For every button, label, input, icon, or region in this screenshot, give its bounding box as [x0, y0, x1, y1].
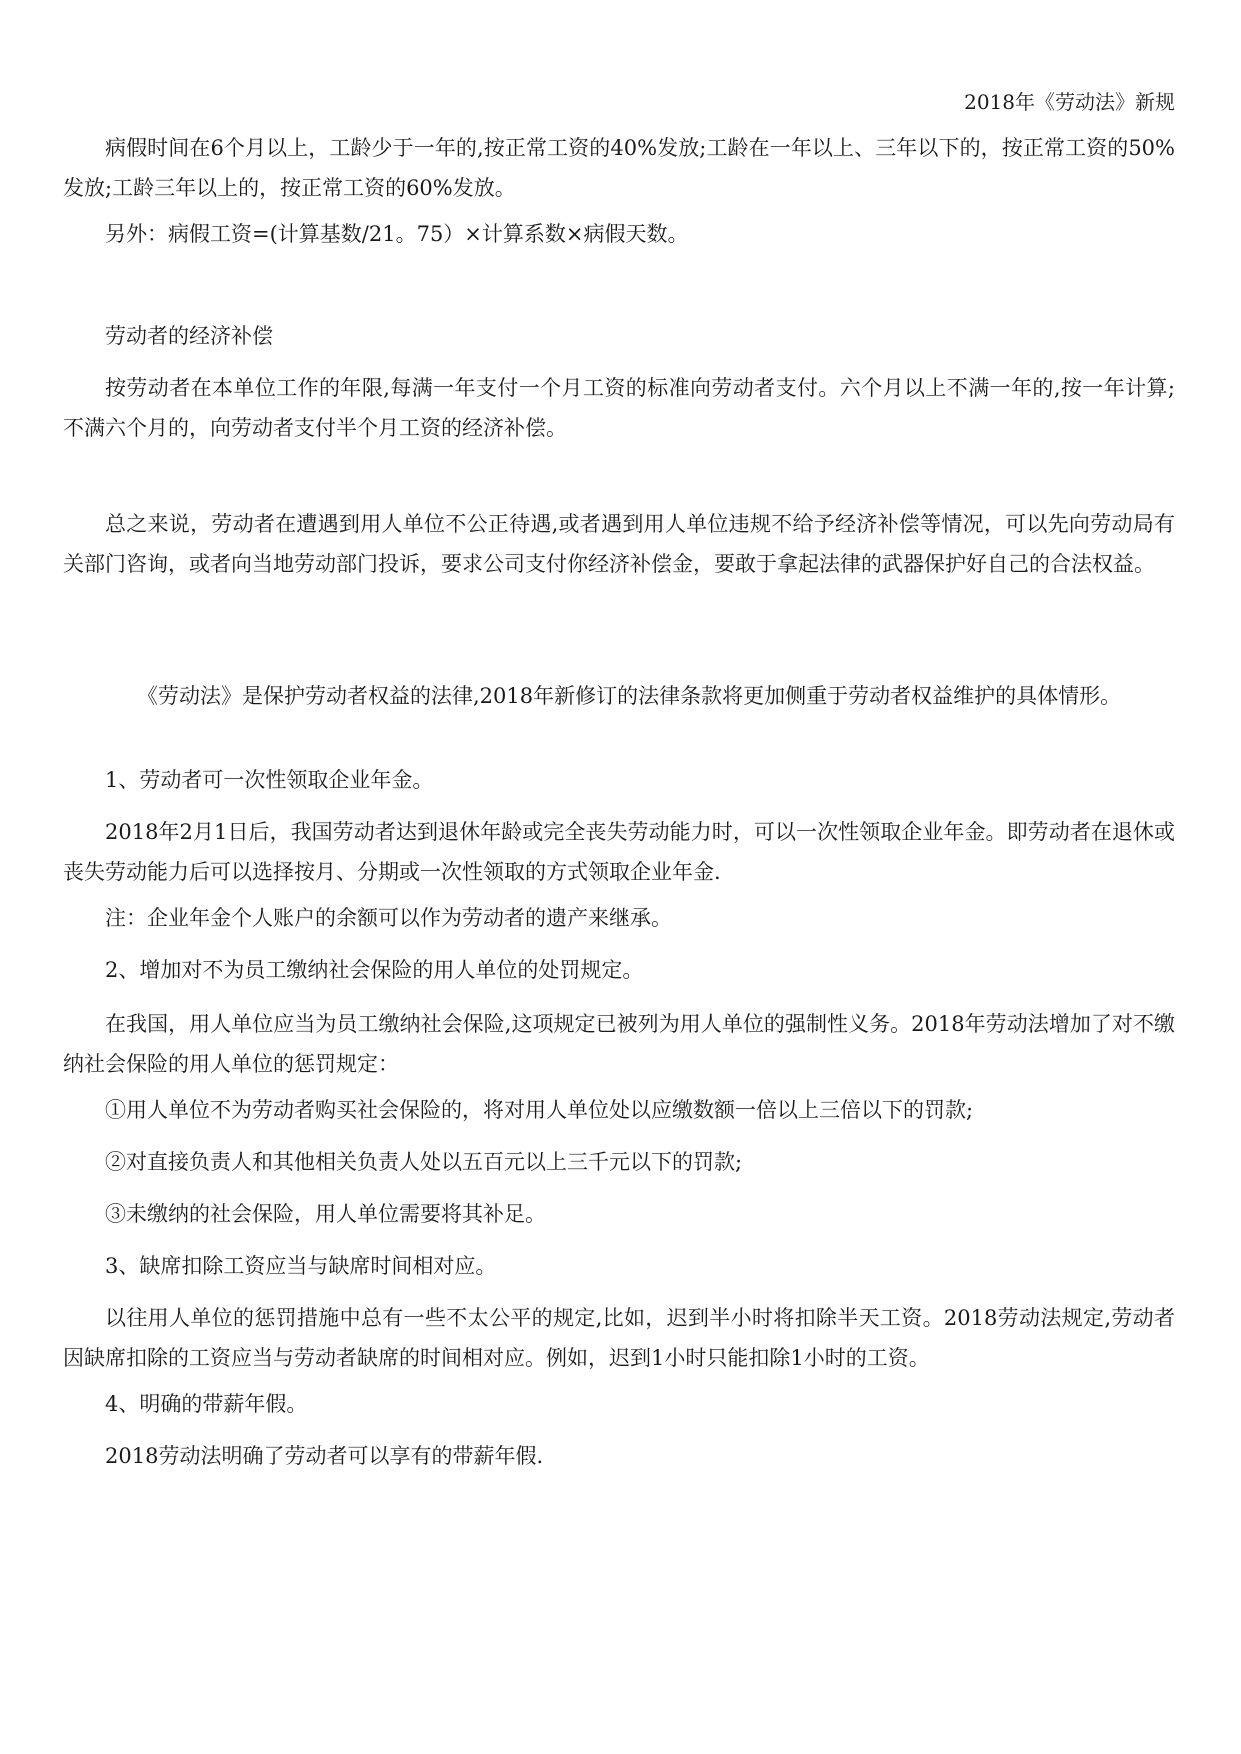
paragraph-social-insurance: 在我国，用人单位应当为员工缴纳社会保险,这项规定已被列为用人单位的强制性义务。2018年劳动法增加了对不缴纳社会保险的用人单位的惩罚规定： — [63, 1012, 1175, 1076]
section-heading-compensation: 劳动者的经济补偿 — [105, 324, 273, 348]
penalty-item-1: ①用人单位不为劳动者购买社会保险的，将对用人单位处以应缴数额一倍以上三倍以下的罚款; — [105, 1098, 974, 1122]
penalty-item-3: ③未缴纳的社会保险，用人单位需要将其补足。 — [105, 1202, 546, 1226]
list-heading-3: 3、缺席扣除工资应当与缺席时间相对应。 — [105, 1254, 497, 1278]
paragraph-paid-leave: 2018劳动法明确了劳动者可以享有的带薪年假. — [105, 1444, 544, 1468]
paragraph-law-intro: 《劳动法》是保护劳动者权益的法律,2018年新修订的法律条款将更加侧重于劳动者权益维护的具体情形。 — [137, 684, 1122, 708]
running-header: 2018年《劳动法》新规 — [964, 90, 1175, 114]
paragraph-annuity-note: 注：企业年金个人账户的余额可以作为劳动者的遗产来继承。 — [105, 906, 672, 930]
penalty-item-2: ②对直接负责人和其他相关负责人处以五百元以上三千元以下的罚款; — [105, 1150, 743, 1174]
list-heading-4: 4、明确的带薪年假。 — [105, 1392, 308, 1416]
paragraph-annuity: 2018年2月1日后，我国劳动者达到退休年龄或完全丧失劳动能力时，可以一次性领取企业年金。即劳动者在退休或丧失劳动能力后可以选择按月、分期或一次性领取的方式领取企业年金. — [63, 820, 1175, 884]
paragraph-compensation-rule: 按劳动者在本单位工作的年限,每满一年支付一个月工资的标准向劳动者支付。六个月以上不满一年的,按一年计算;不满六个月的，向劳动者支付半个月工资的经济补偿。 — [63, 376, 1175, 440]
list-heading-1: 1、劳动者可一次性领取企业年金。 — [105, 768, 434, 792]
paragraph-summary: 总之来说，劳动者在遭遇到用人单位不公正待遇,或者遇到用人单位违规不给予经济补偿等情况，可以先向劳动局有关部门咨询，或者向当地劳动部门投诉，要求公司支付你经济补偿金，要敢于拿起法律的武器保护好自己的合法权益。 — [63, 512, 1175, 576]
paragraph-sick-leave-pay: 病假时间在6个月以上，工龄少于一年的,按正常工资的40%发放;工龄在一年以上、三年以下的，按正常工资的50%发放;工龄三年以上的，按正常工资的60%发放。 — [63, 136, 1175, 200]
list-heading-2: 2、增加对不为员工缴纳社会保险的用人单位的处罚规定。 — [105, 958, 644, 982]
paragraph-sick-pay-formula: 另外：病假工资=(计算基数/21。75）×计算系数×病假天数。 — [105, 222, 689, 246]
paragraph-absence-deduction: 以往用人单位的惩罚措施中总有一些不太公平的规定,比如，迟到半小时将扣除半天工资。2018劳动法规定,劳动者因缺席扣除的工资应当与劳动者缺席的时间相对应。例如，迟到1小时只能扣除1小时的工资。 — [63, 1306, 1175, 1370]
